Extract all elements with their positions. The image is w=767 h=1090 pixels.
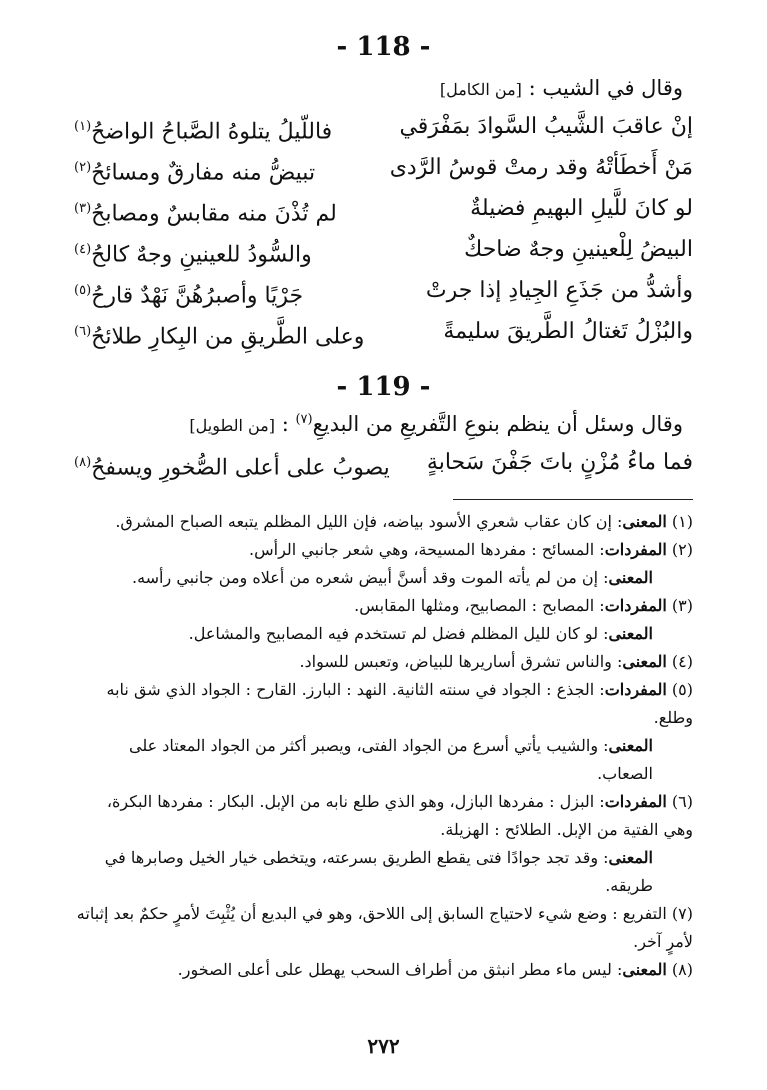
footnote-number: (٢) [671,540,693,559]
footnote [74,956,693,984]
footnote-marker: (١) [74,119,92,134]
footnote [74,592,693,620]
intro-text: وقال في الشيب : [528,76,683,100]
second-hemistich [74,442,390,483]
footnote-marker: (٤) [74,242,92,257]
hemistich-text: وعلى الطَّريقِ من البِكارِ طلائحُ [91,324,365,350]
footnote-marker: (٣) [74,201,92,216]
hemistich-text: يصوبُ على أعلى الصُّخورِ ويسفحُ [91,455,390,481]
verse-line [74,270,693,311]
hemistich-text: جَرْيًا وأصبرُهُنَّ نَهْدٌ قارحُ [91,283,304,309]
footnote-marker: (٨) [74,455,92,470]
footnotes [74,508,693,984]
footnote [74,788,693,844]
verse-line [74,311,693,352]
footnote-label: المعنى [608,624,653,643]
footnote [74,676,693,732]
hemistich-text: فاللّيلُ يتلوهُ الصَّباحُ الواضحُ [91,119,333,145]
footnote-label: المفردات [604,680,667,699]
poem-number: - 119 - [336,372,431,402]
footnote [74,564,693,592]
poem-intro [74,412,693,436]
footnote-number: (٨) [671,960,693,979]
footnote-text: : وقد تجد جوادًا فتى يقطع الطريق بسرعته، ويتخطى خيار الخيل وصابرها في طريقه. [104,848,653,895]
footnote-label: المفردات [604,596,667,615]
footnote-number: (١) [671,512,693,531]
second-hemistich [74,106,332,147]
second-hemistich [74,188,337,229]
footnote [74,732,693,788]
poem-intro [74,76,693,100]
page-number: ٢٧٢ [367,1034,400,1058]
footnote-text: : المصابح : المصابيح، ومثلها المقابس. [354,596,605,615]
poem-number: - 118 - [336,32,431,62]
verse-line [74,106,693,147]
footnote-number: (٤) [671,652,693,671]
hemistich-text: تبيضُّ منه مفارقٌ ومسائحُ [91,160,316,186]
footnote-text: : لو كان لليل المظلم فضل لم تستخدم فيه المصابيح والمشاعل. [188,624,609,643]
footnote-label: المعنى [622,512,667,531]
footnote-text: : الجذع : الجواد في سنته الثانية. النهد : البارز. القارح : الجواد الذي شق نابه وطلع. [106,680,693,727]
footnote-number: (٧) [671,904,693,923]
footnote-marker: (٥) [74,283,92,298]
verse-line [74,188,693,229]
first-hemistich: البيضُ لِلْعينينِ وجهٌ ضاحكٌ [464,237,693,262]
footnote [74,648,693,676]
second-hemistich [74,147,315,188]
footnote-text: : إن كان عقاب شعري الأسود بياضه، فإن الليل المظلم يتبعه الصباح المشرق. [115,512,623,531]
intro-text: وقال وسئل أن ينظم بنوعِ التَّفريعِ من البديعِ [312,412,683,436]
first-hemistich: فما ماءُ مُزْنٍ باتَ جَفْنَ سَحابةٍ [426,450,693,475]
second-hemistich [74,229,312,270]
footnote [74,508,693,536]
first-hemistich: لو كانَ للَّيلِ البهيمِ فضيلةٌ [470,196,693,221]
footnote-marker: (٦) [74,324,92,339]
meter-label: [من الطويل] [189,416,275,435]
footnote [74,536,693,564]
verse-line [74,442,693,483]
poem-verses [74,442,693,483]
second-hemistich [74,311,364,352]
footnote-divider [453,499,693,500]
footnote-number: (٣) [671,596,693,615]
footnote-label: المعنى [608,736,653,755]
meter-label: [من الكامل] [439,80,522,99]
footnote-text: : والناس تشرق أساريرها للبياض، وتعبس للسواد. [299,652,623,671]
first-hemistich: والبُزْلُ تَغتالُ الطَّريقَ سليمةً [443,319,693,344]
footnote-label: المعنى [608,568,653,587]
intro-colon: : [281,412,289,436]
verse-line [74,147,693,188]
footnote-label: المعنى [622,960,667,979]
footnote-marker: (٧) [295,412,313,427]
hemistich-text: لم تُذْنَ منه مقابسٌ ومصابحُ [91,201,337,227]
verse-line [74,229,693,270]
footnote-text: : ليس ماء مطر انبثق من أطراف السحب يهطل على أعلى الصخور. [177,960,623,979]
footnote-text: : إن من لم يأته الموت وقد أسنَّ أبيض شعره من أعلاه ومن جانبي رأسه. [131,568,609,587]
first-hemistich: وأشدُّ من جَذَعِ الجِيادِ إذا جرتْ [425,278,693,303]
first-hemistich: مَنْ أَخطَأتْهُ وقد رمتْ قوسُ الرَّدى [389,155,693,180]
footnote-label: المفردات [604,792,667,811]
footnote [74,900,693,956]
footnote-label: المفردات [604,540,667,559]
hemistich-text: والسُّودُ للعينينِ وجهٌ كالحُ [91,242,312,268]
footnote-label: المعنى [608,848,653,867]
poem-verses [74,106,693,352]
footnote [74,844,693,900]
footnote-number: (٦) [671,792,693,811]
footnote-text: : والشيب يأتي أسرع من الجواد الفتى، ويصبر أكثر من الجواد المعتاد على الصعاب. [128,736,653,783]
footnote-text: : المسائح : مفردها المسيحة، وهي شعر جانبي الرأس. [249,540,605,559]
footnote-text: التفريع : وضع شيء لاحتياج السابق إلى اللاحق، وهو في البديع أن يُثْبِتَ لأمرٍ حكمٌ بعد إثباته لأمرٍ آخر. [76,904,693,951]
first-hemistich: إنْ عاقبَ الشَّيبُ السَّوادَ بمَفْرَقي [399,114,693,139]
footnote-text: : البزل : مفردها البازل، وهو الذي طلع نابه من الإبل. البكار : مفردها البكرة، وهي الفتية من الإبل. الطلائح : الهزيلة. [106,792,693,839]
second-hemistich [74,270,303,311]
footnote-marker: (٢) [74,160,92,175]
footnote [74,620,693,648]
footnote-number: (٥) [671,680,693,699]
footnote-label: المعنى [622,652,667,671]
